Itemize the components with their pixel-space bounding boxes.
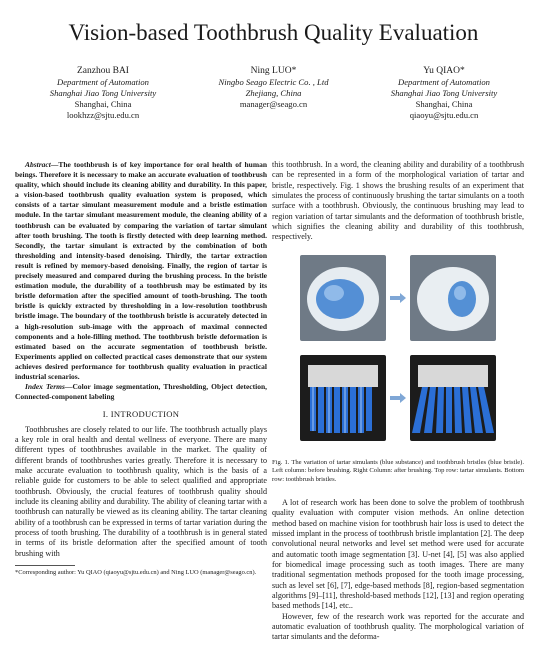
figure-label: Fig. 1. bbox=[272, 458, 290, 466]
author-name: Ning LUO* bbox=[250, 66, 297, 76]
tooth-after-photo bbox=[410, 255, 496, 341]
paper-title: Vision-based Toothbrush Quality Evaluation bbox=[68, 20, 479, 45]
right-column bbox=[272, 160, 524, 643]
abstract-text: The toothbrush is of key importance for oral health of human beings. Therefore it is necessary to make an accurate evaluation of toothbrush quality, which should include its cleaning ability and durability. In this paper, a vision-based toothbrush quality evaluation system is proposed, which consists of a tartar simulant measurement module and a bristle estimation module. In the tartar simulant measurement module, the cleaning ability of a toothbrush can be evaluated by comparing the variation of tartar simulant after tooth brushing. The tooth is firstly detected with deep learning method. Secondly, the tartar simulant is extracted by the combination of both thresholding and intensity-based denoising. Thirdly, the tartar extraction result is refined by memory-based denoising. Finally, the region of tartar is precisely measured and compared during the brushing process. In the bristle estimation module, the durability of a toothbrush may be estimated by its bristle deformation after the specified amount of tooth-brushing. The tooth bristle is quickly extracted by thresholding in a low-resolution toothbrush bristle image. The boundary of the toothbrush bristle is accurately detected in a high-resolution sub-image with the approach of maximal connected components and a hole-filling method. The toothbrush bristle deformation is estimated based on the accurate segmentation of toothbrush bristle. Experiments applied on collected practical cases demonstrate that our system achieves desired performance for toothbrush quality evaluation in practical industrial scenarios. bbox=[15, 160, 267, 381]
tooth-before-photo bbox=[300, 255, 386, 341]
bristle-before-photo bbox=[300, 355, 386, 441]
right-paragraph-3: However, few of the research work was reported for the accurate and automatic evaluation of toothbrush quality. The morphological variation of tartar simulants and the deforma- bbox=[272, 611, 524, 642]
author-email: lookhzz@sjtu.edu.cn bbox=[66, 110, 140, 120]
intro-paragraph: Toothbrushes are closely related to our life. The toothbrush actually plays a key role in oral health and dental wellness of everyone. There are many different types of toothbrushes available in the market. The quality of different brands of toothbrushes varies greatly. Therefore it is necessary to make accurate evaluation to toothbrush quality, which is the basis of a reliable guide for customers to be able to select qualified and appropriate toothbrush. Obviously, the crucial features of toothbrush quality should include its cleaning ability and durability. The ability of cleaning tartar with a toothbrush can naturally be viewed as its cleaning ability. The tartar cleaning ability of a toothbrush can be expressed in terms of tartar variation during the process of tooth brushing. The durability of a toothbrush is in general stated in terms of its bristle deformation after the specified amount of tooth brushing with bbox=[15, 424, 267, 558]
author-name: Yu QIAO* bbox=[423, 66, 465, 76]
author-email: manager@seago.cn bbox=[239, 99, 308, 109]
author-org: Shanghai Jiao Tong University bbox=[49, 88, 157, 98]
author-city: Shanghai, China bbox=[415, 99, 473, 109]
index-terms-label: Index Terms bbox=[25, 382, 65, 392]
section-heading-introduction: I. INTRODUCTION bbox=[102, 409, 180, 420]
author-org: Shanghai Jiao Tong University bbox=[390, 88, 498, 98]
corresponding-author-footnote: *Corresponding author: Yu QIAO (qiaoyu@sjtu.edu.cn) and Ning LUO (manager@seago.cn). bbox=[15, 569, 257, 577]
author-dept: Department of Automation bbox=[398, 77, 490, 87]
author-2 bbox=[189, 66, 359, 121]
author-email: qiaoyu@sjtu.edu.cn bbox=[409, 110, 479, 120]
index-terms bbox=[15, 382, 267, 402]
author-1 bbox=[18, 66, 188, 121]
author-block bbox=[18, 66, 529, 121]
author-city: Shanghai, China bbox=[74, 99, 132, 109]
arrow-right-icon bbox=[390, 393, 406, 403]
index-terms-text: —Color image segmentation, Thresholding, Object detection, Connected-component labeling bbox=[15, 382, 267, 402]
figure-1-caption bbox=[272, 459, 524, 484]
author-dept: Ningbo Seago Electric Co. , Ltd bbox=[218, 77, 329, 87]
footnote-divider bbox=[15, 565, 75, 566]
caption-text: The variation of tartar simulants (blue substance) and toothbrush bristles (blue bristle). Left column: before brushing. Right Column: after brushing. Top row: tartar simulants. Bottom row: toothbrush bristles. bbox=[272, 458, 524, 483]
abstract-label: Abstract— bbox=[25, 160, 59, 169]
bristle-after-photo bbox=[410, 355, 496, 441]
author-3 bbox=[359, 66, 529, 121]
arrow-right-icon bbox=[390, 293, 406, 303]
left-column bbox=[15, 160, 267, 577]
abstract bbox=[15, 160, 267, 382]
right-paragraph-2: A lot of research work has been done to solve the problem of toothbrush quality evaluation with computer vision methods. An online detection method based on machine vision for toothbrush hair loss is used to detect the missed implant in the process of toothbrush bristle implantation [2]. The deep convolutional neural networks and level set method were used for accurate and automatic tooth image segmentation [3]. U-net [4], [5] was also applied for biomedical image processing such as tooth images. There are many traditional segmentation methods proposed for the tooth image processing, such as level set [6], [7], edge-based methods [8], region-based segmentation algorithms [9]–[11], threshold-based methods [12], [13] and region operating based methods [14], etc.. bbox=[272, 497, 524, 611]
author-name: Zanzhou BAI bbox=[77, 66, 129, 76]
right-paragraph-1: this toothbrush. In a word, the cleaning ability and durability of a toothbrush can be represented in a form of the morphological variation of tartar and bristle, respectively. Fig. 1 shows the brushing results of an experiment that simulates the process of continuously brushing the tartar simulants on a tooth surface with a toothbrush. Obviously, the continuous brushing may lead to region variation of tartar simulants and the deformation of toothbrush bristle, which signifies the cleaning ability and durability of this toothbrush, respectively. bbox=[272, 160, 524, 242]
figure-1 bbox=[300, 255, 496, 451]
author-org: Zhejiang, China bbox=[245, 88, 302, 98]
author-dept: Department of Automation bbox=[57, 77, 149, 87]
